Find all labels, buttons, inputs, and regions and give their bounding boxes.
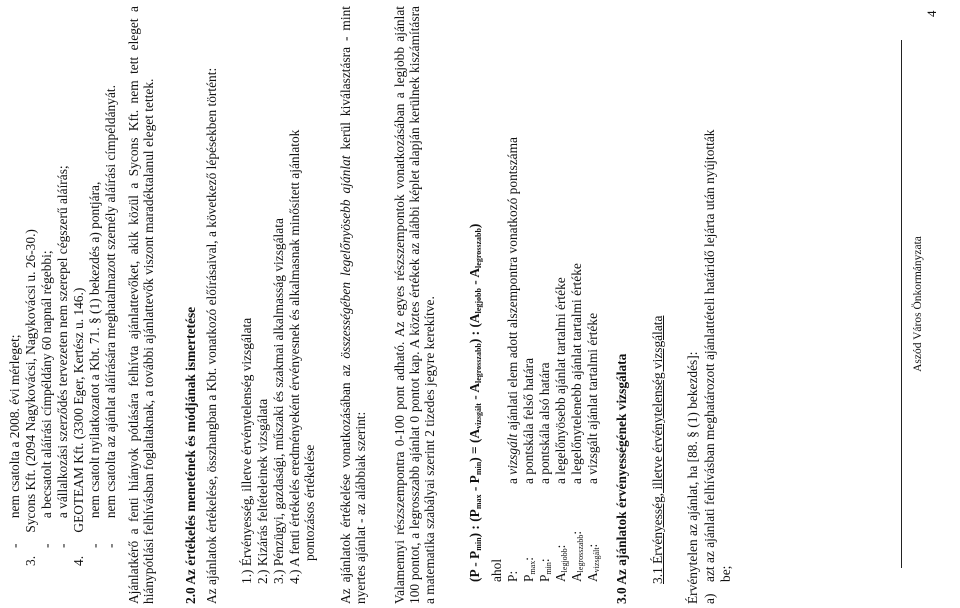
section-3-heading: 3.0 Az ajánlatok érvényességének vizsgálata <box>614 353 629 604</box>
evaluation-step: 3.) Pénzügyi, gazdasági, műszaki és szakmai alkalmasság vizsgálata <box>271 218 286 584</box>
footer-rule <box>901 40 902 568</box>
list-text: GEOTEAM Kft. (3300 Eger, Kertész u. 146.) <box>71 287 86 533</box>
list-item <box>7 334 22 548</box>
list-marker: - <box>39 543 54 548</box>
page-number: 4 <box>924 10 939 17</box>
list-item <box>39 250 54 548</box>
list-marker: 4. <box>71 555 86 566</box>
list-text: nem csatolta az ajánlat aláírására meghatalmazott személy aláírási címpéldányát. <box>103 85 118 519</box>
evaluation-step: 1.) Érvényesség, illetve érvénytelenség vizsgálata <box>239 317 254 584</box>
eval-text-c: kerül kiválasztásra - mint nyertes ajánlat - az alábbiak szerint: <box>338 6 368 604</box>
list-text: a vállalkozási szerződés tervezeten nem szerepel cégszerű aláírás; <box>55 165 70 519</box>
evaluation-step-text: 4.) A fenti értékelés eredményeként érvényesnek és alkalmasnak minősített ajánlatok <box>287 129 302 584</box>
scoring-formula: $(P - P_{min})$ : $(P_{max} - P_{min}) = (A_{vizsgált} - A_{legrosszabb})$ : $(A_{legjobb} - A_{legrosszabb})$ <box>467 223 483 582</box>
list-marker: a) <box>702 593 717 604</box>
evaluation-step: 2.) Kizárás feltételeinek vizsgálata <box>255 398 270 584</box>
section-3-1-heading: 3.1 Érvényesség, illetve érvénytelenség vizsgálata <box>650 315 665 584</box>
list-marker: - <box>103 543 118 548</box>
list-marker: - <box>87 543 102 548</box>
formula-where-label: ahol <box>489 558 504 582</box>
evaluation-method-paragraph <box>338 6 368 604</box>
list-text: nem csatolta a 2008. évi mérleget; <box>7 334 22 519</box>
eval-text-a: Az ajánlatok értékelése vonatkozásában az <box>338 358 353 604</box>
list-text: a becsatolt aláírási címpéldány 60 napnál régebbi; <box>39 250 54 519</box>
list-text-continued: be; <box>718 565 733 582</box>
list-text: Sycons Kft. (2094 Nagykovácsi, Nagykovácsi u. 26-30.) <box>23 229 38 533</box>
document-page: - nem csatolta a 2008. évi mérleget; 3. Sycons Kft. (2094 Nagykovácsi, Nagykovácsi u. 26-30.) - a becsatolt aláírási címpéldány 60 napnál régebbi; - a vállalkozási szerződés tervezeten nem szerepel cégszerű aláírás; 4. GEOTEAM Kft. (3300 Eger, Kertész u. 146.) - nem csatolt nyilatkozatot a Kbt. 71. § (1) bekezdés a) pontjára, - nem csatolta az ajánlat aláírására meghatalmazott személy aláírási címpéldányát. Ajánlatkérő a fenti hiányok pótlására felhívta ajánlattevőket, akik közül a Sycons Kft. nem tett eleget a hiánypótlási felhívásban foglaltaknak, a további ajánlattevők viszont maradéktalanul eleget tettek. 2.0 Az értékelés menetének és módjának ismertetése Az ajánlatok értékelése, összhangban a Kbt. vonatkozó előírásaival, a következő lépésekben történt: 1.) Érvényesség, illetve érvénytelenség vizsgálata 2.) Kizárás feltételeinek vizsgálata 3.) Pénzügyi, gazdasági, műszaki és szakmai alkalmasság vizsgálata 4.) A fenti értékelés eredményeként érvényesnek és alkalmasnak minősített ajánlatok pontozásos értékelése Az ajánlatok értékelése vonatkozásában az összességében legelőnyösebb ajánlat kerül kiválasztásra - mint nyertes ajánlat - az alábbiak szerint: Valamennyi részszempontra 0-100 pont adható. Az egyes részszempontok vonatkozásában a legjobb ajánlat 100 pontot, a legrosszabb ajánlat 0 pontot kap. A köztes értékek az alábbi képlet alapján kerülnek kiszámításra a matematika szabályai szerint 2 tizedes jegyre kerekítve. $(P - P_{min})$ : $(P_{max} - P_{min}) = (A_{vizsgált} - A_{legrosszabb})$ : $(A_{legjobb} - A_{legrosszabb})$ ahol P: a vizsgált ajánlati elem adott alszempontra vonatkozó pontszáma $P_{max}$: a pontskála felső határa $P_{min}$: a pontskála alsó határa $A_{legjobb}$: a legelőnyösebb ajánlat tartalmi értéke $A_{legrosszabb}$: a legelőnytelenebb ajánlat tartalmi értéke $A_{vizsgált}$: a vizsgált ajánlat tartalmi értéke 3.0 Az ajánlatok érvényességének vizsgálata 3.1 Érvényesség, illetve érvénytelenség vizsgálata Érvénytelen az ajánlat, ha [88. § (1) bekezdés]: a) azt az ajánlati felhívásban meghatározott ajánlattételi határidő lejárta után nyújtották be; Aszód Város Önkormányzata 4 <box>0 0 960 608</box>
list-text: nem csatolt nyilatkozatot a Kbt. 71. § (1) bekezdés a) pontjára, <box>87 181 102 519</box>
list-item <box>71 288 86 566</box>
section-2-heading: 2.0 Az értékelés menetének és módjának ismertetése <box>183 306 198 604</box>
list-item <box>87 182 102 548</box>
paragraph-gap-remedy: Ajánlatkérő a fenti hiányok pótlására felhívta ajánlattevőket, akik közül a Sycons Kft. nem tett eleget a hiánypótlási felhívásban foglaltaknak, a további ajánlattevők viszont maradéktalanul eleget tettek. <box>126 6 156 604</box>
list-item <box>23 229 38 566</box>
list-marker: - <box>7 543 22 548</box>
scoring-paragraph: Valamennyi részszempontra 0-100 pont adható. Az egyes részszempontok vonatkozásában a legjobb ajánlat 100 pontot, a legrosszabb ajánlat 0 pontot kap. A köztes értékek az alábbi képlet alapján kerülnek kiszámításra a matematika szabályai szerint 2 tizedes jegyre kerekítve. <box>392 6 437 604</box>
footer-text: Aszód Város Önkormányzata <box>912 236 924 372</box>
evaluation-step-continuation: pontozásos értékelése <box>302 444 317 561</box>
evaluation-step <box>287 6 302 584</box>
list-item <box>103 85 118 548</box>
section-2-intro: Az ajánlatok értékelése, összhangban a Kbt. vonatkozó előírásaival, a következő lépésekben történt: <box>204 67 219 604</box>
list-marker: - <box>55 543 70 548</box>
list-marker: 3. <box>23 555 38 566</box>
section-3-text: Érvénytelen az ajánlat, ha [88. § (1) bekezdés]: <box>685 351 700 604</box>
list-item <box>55 165 70 548</box>
eval-text-italic: összességében legelőnyösebb ajánlat <box>338 155 353 359</box>
list-text: azt az ajánlati felhívásban meghatározott ajánlattételi határidő lejárta után nyújtották <box>702 129 717 582</box>
